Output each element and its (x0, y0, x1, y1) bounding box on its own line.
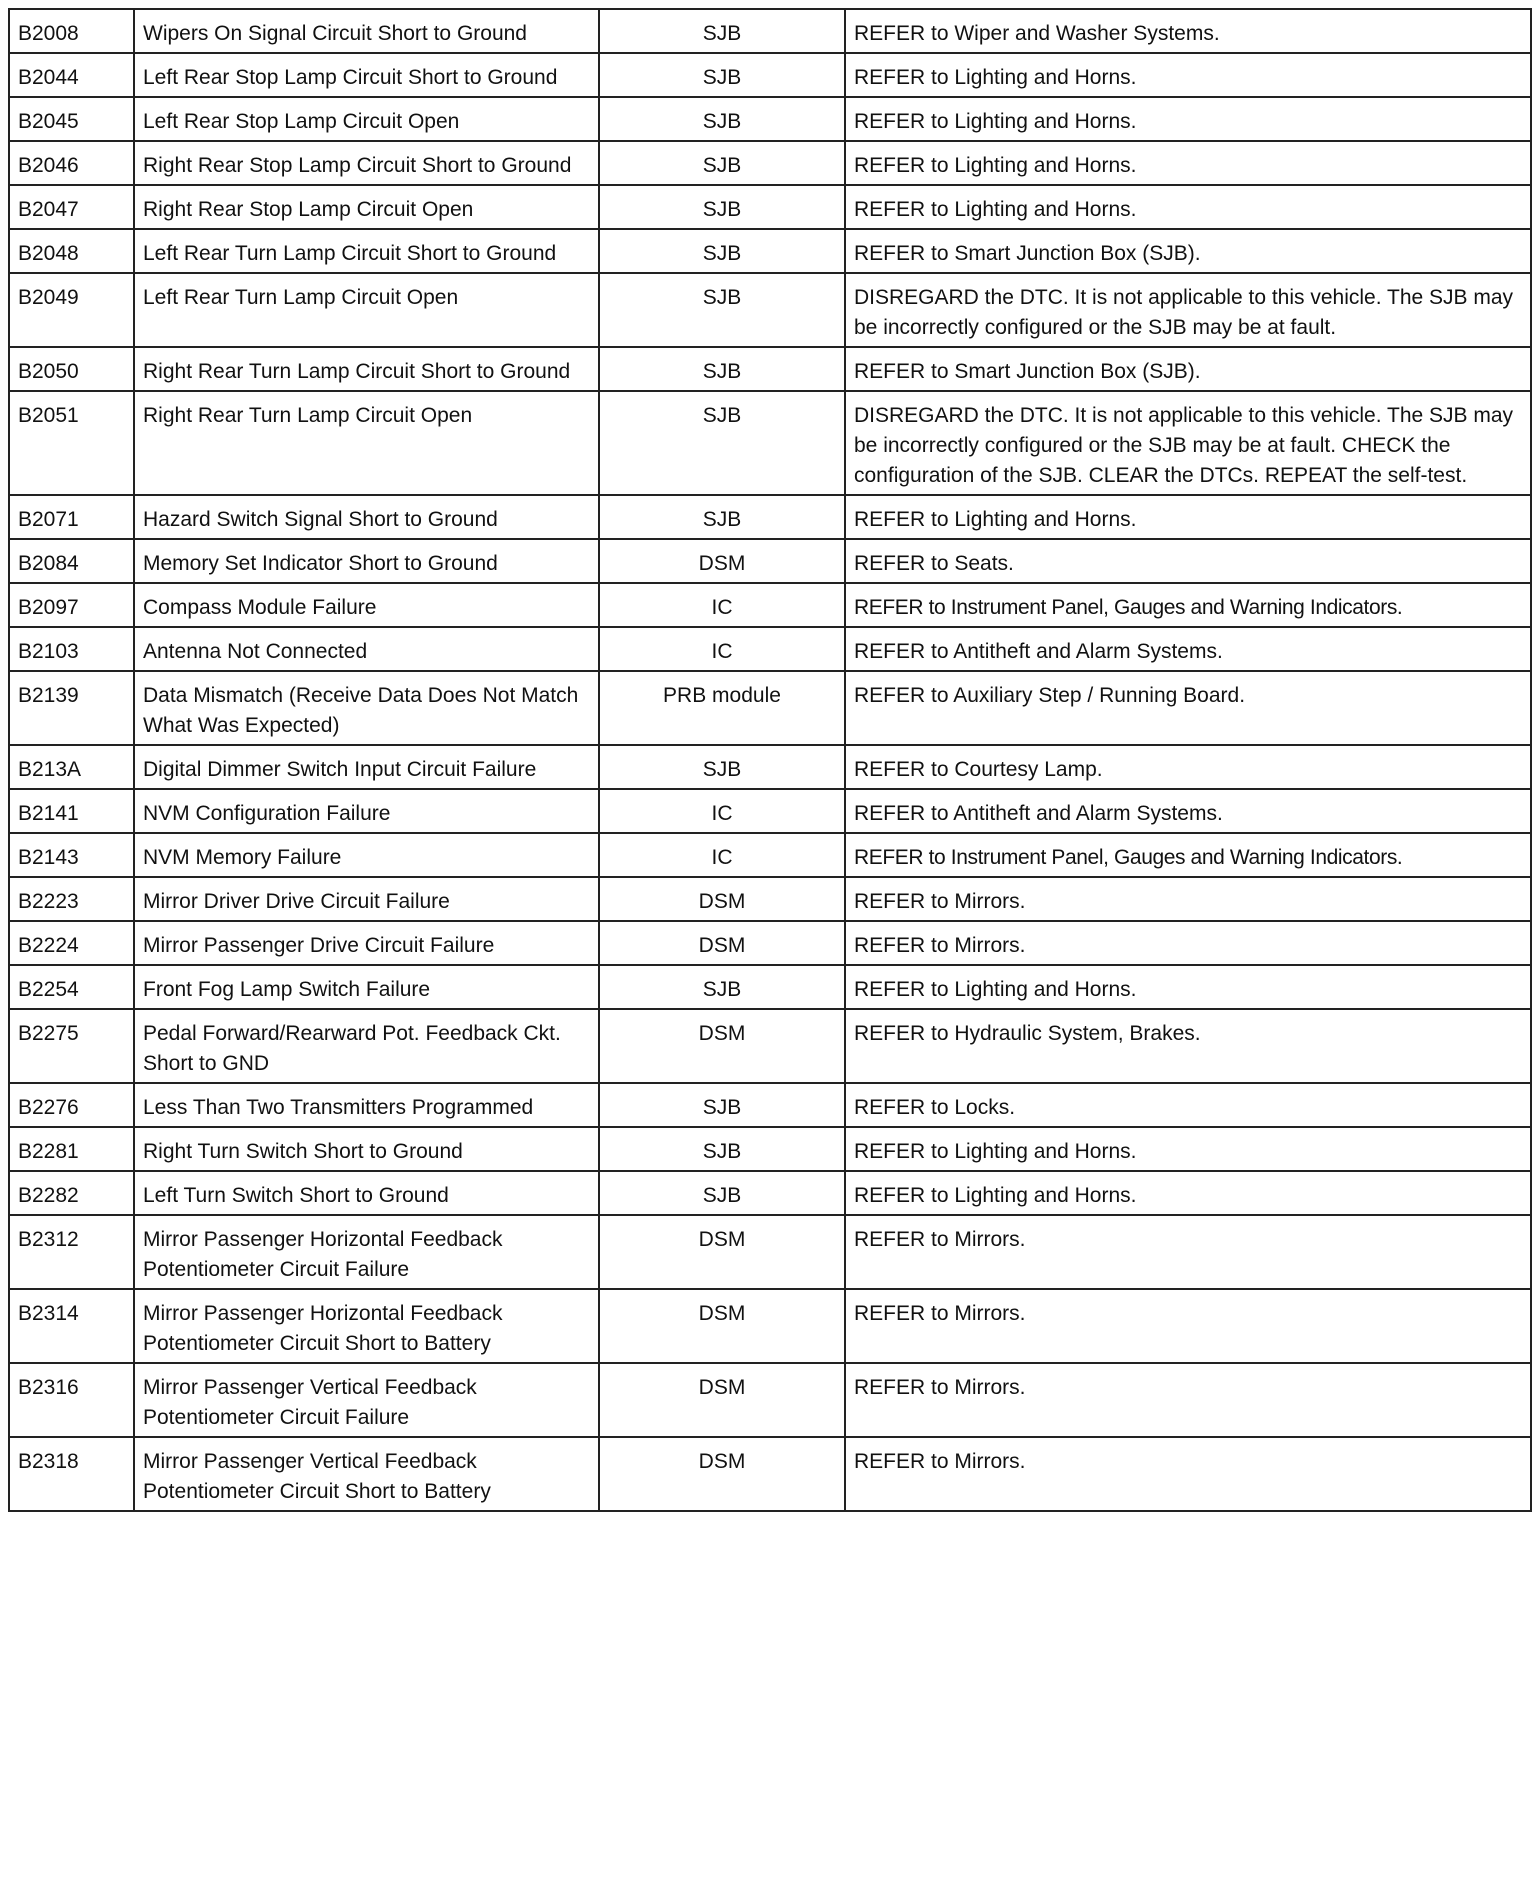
dtc-description: Left Rear Stop Lamp Circuit Open (134, 97, 599, 141)
dtc-description: Left Rear Stop Lamp Circuit Short to Ground (134, 53, 599, 97)
dtc-action: DISREGARD the DTC. It is not applicable to this vehicle. The SJB may be incorrectly configured or the SJB may be at fault. (845, 273, 1531, 347)
dtc-module: SJB (599, 53, 845, 97)
dtc-module: IC (599, 833, 845, 877)
dtc-description: Less Than Two Transmitters Programmed (134, 1083, 599, 1127)
dtc-action: REFER to Hydraulic System, Brakes. (845, 1009, 1531, 1083)
dtc-code: B2281 (9, 1127, 134, 1171)
dtc-action: REFER to Seats. (845, 539, 1531, 583)
dtc-action: REFER to Lighting and Horns. (845, 1171, 1531, 1215)
dtc-code: B2097 (9, 583, 134, 627)
dtc-code: B2044 (9, 53, 134, 97)
dtc-module: DSM (599, 1009, 845, 1083)
table-row (9, 495, 1531, 539)
table-row (9, 921, 1531, 965)
dtc-module: PRB module (599, 671, 845, 745)
dtc-description: Digital Dimmer Switch Input Circuit Failure (134, 745, 599, 789)
table-row (9, 53, 1531, 97)
dtc-code: B2318 (9, 1437, 134, 1511)
dtc-code: B2045 (9, 97, 134, 141)
dtc-code: B2049 (9, 273, 134, 347)
dtc-description: Compass Module Failure (134, 583, 599, 627)
table-row (9, 965, 1531, 1009)
dtc-description: Wipers On Signal Circuit Short to Ground (134, 9, 599, 53)
dtc-description: Mirror Passenger Horizontal Feedback Potentiometer Circuit Failure (134, 1215, 599, 1289)
dtc-module: DSM (599, 877, 845, 921)
dtc-table (8, 8, 1532, 1512)
dtc-description: Left Rear Turn Lamp Circuit Short to Ground (134, 229, 599, 273)
dtc-module: SJB (599, 273, 845, 347)
dtc-description: Mirror Passenger Vertical Feedback Potentiometer Circuit Short to Battery (134, 1437, 599, 1511)
table-row (9, 627, 1531, 671)
table-row (9, 229, 1531, 273)
dtc-description: Data Mismatch (Receive Data Does Not Match What Was Expected) (134, 671, 599, 745)
dtc-description: Hazard Switch Signal Short to Ground (134, 495, 599, 539)
dtc-description: Mirror Passenger Drive Circuit Failure (134, 921, 599, 965)
table-row (9, 789, 1531, 833)
dtc-module: DSM (599, 1437, 845, 1511)
dtc-description: Left Turn Switch Short to Ground (134, 1171, 599, 1215)
dtc-description: Memory Set Indicator Short to Ground (134, 539, 599, 583)
table-row (9, 1289, 1531, 1363)
dtc-code: B2224 (9, 921, 134, 965)
dtc-module: SJB (599, 745, 845, 789)
dtc-code: B2071 (9, 495, 134, 539)
dtc-code: B2254 (9, 965, 134, 1009)
dtc-module: DSM (599, 1363, 845, 1437)
table-row (9, 1009, 1531, 1083)
dtc-module: IC (599, 627, 845, 671)
dtc-description: Mirror Passenger Vertical Feedback Potentiometer Circuit Failure (134, 1363, 599, 1437)
dtc-action: REFER to Lighting and Horns. (845, 965, 1531, 1009)
table-row (9, 1127, 1531, 1171)
dtc-action: REFER to Mirrors. (845, 877, 1531, 921)
dtc-description: Front Fog Lamp Switch Failure (134, 965, 599, 1009)
dtc-description: Left Rear Turn Lamp Circuit Open (134, 273, 599, 347)
table-row (9, 391, 1531, 495)
dtc-code: B2139 (9, 671, 134, 745)
dtc-description: Right Rear Stop Lamp Circuit Open (134, 185, 599, 229)
dtc-module: SJB (599, 1171, 845, 1215)
dtc-code: B2141 (9, 789, 134, 833)
dtc-action: REFER to Wiper and Washer Systems. (845, 9, 1531, 53)
dtc-code: B2282 (9, 1171, 134, 1215)
dtc-code: B2048 (9, 229, 134, 273)
dtc-code: B2143 (9, 833, 134, 877)
dtc-code: B2276 (9, 1083, 134, 1127)
dtc-action: REFER to Mirrors. (845, 921, 1531, 965)
dtc-code: B2275 (9, 1009, 134, 1083)
dtc-action: REFER to Antitheft and Alarm Systems. (845, 627, 1531, 671)
dtc-module: SJB (599, 965, 845, 1009)
dtc-description: Right Rear Turn Lamp Circuit Short to Ground (134, 347, 599, 391)
dtc-action: DISREGARD the DTC. It is not applicable to this vehicle. The SJB may be incorrectly configured or the SJB may be at fault. CHECK the configuration of the SJB. CLEAR the DTCs. REPEAT the self-test. (845, 391, 1531, 495)
dtc-description: NVM Configuration Failure (134, 789, 599, 833)
dtc-description: Right Rear Stop Lamp Circuit Short to Ground (134, 141, 599, 185)
dtc-description: Antenna Not Connected (134, 627, 599, 671)
table-row (9, 877, 1531, 921)
dtc-module: DSM (599, 921, 845, 965)
dtc-module: SJB (599, 141, 845, 185)
dtc-action: REFER to Courtesy Lamp. (845, 745, 1531, 789)
dtc-action: REFER to Antitheft and Alarm Systems. (845, 789, 1531, 833)
dtc-module: SJB (599, 9, 845, 53)
dtc-description: Pedal Forward/Rearward Pot. Feedback Ckt. Short to GND (134, 1009, 599, 1083)
dtc-module: SJB (599, 185, 845, 229)
dtc-action: REFER to Auxiliary Step / Running Board. (845, 671, 1531, 745)
table-row (9, 97, 1531, 141)
dtc-description: Right Turn Switch Short to Ground (134, 1127, 599, 1171)
dtc-action: REFER to Mirrors. (845, 1363, 1531, 1437)
table-row (9, 745, 1531, 789)
dtc-action: REFER to Locks. (845, 1083, 1531, 1127)
dtc-action: REFER to Mirrors. (845, 1289, 1531, 1363)
dtc-description: Right Rear Turn Lamp Circuit Open (134, 391, 599, 495)
dtc-code: B2103 (9, 627, 134, 671)
dtc-action: REFER to Lighting and Horns. (845, 185, 1531, 229)
dtc-code: B213A (9, 745, 134, 789)
dtc-code: B2312 (9, 1215, 134, 1289)
dtc-code: B2316 (9, 1363, 134, 1437)
dtc-module: SJB (599, 347, 845, 391)
dtc-action: REFER to Lighting and Horns. (845, 495, 1531, 539)
dtc-description: NVM Memory Failure (134, 833, 599, 877)
dtc-code: B2008 (9, 9, 134, 53)
dtc-description: Mirror Passenger Horizontal Feedback Potentiometer Circuit Short to Battery (134, 1289, 599, 1363)
table-row (9, 539, 1531, 583)
table-row (9, 833, 1531, 877)
dtc-code: B2050 (9, 347, 134, 391)
dtc-action: REFER to Smart Junction Box (SJB). (845, 229, 1531, 273)
table-row (9, 1363, 1531, 1437)
dtc-module: IC (599, 583, 845, 627)
table-row (9, 1083, 1531, 1127)
dtc-module: DSM (599, 1289, 845, 1363)
dtc-module: SJB (599, 1127, 845, 1171)
dtc-action: REFER to Instrument Panel, Gauges and Warning Indicators. (845, 583, 1531, 627)
table-row (9, 1171, 1531, 1215)
dtc-module: IC (599, 789, 845, 833)
dtc-action: REFER to Smart Junction Box (SJB). (845, 347, 1531, 391)
table-row (9, 1215, 1531, 1289)
dtc-module: DSM (599, 539, 845, 583)
dtc-action: REFER to Instrument Panel, Gauges and Warning Indicators. (845, 833, 1531, 877)
dtc-action: REFER to Mirrors. (845, 1215, 1531, 1289)
dtc-code: B2084 (9, 539, 134, 583)
dtc-table-body (9, 9, 1531, 1511)
dtc-module: SJB (599, 1083, 845, 1127)
table-row (9, 1437, 1531, 1511)
table-row (9, 9, 1531, 53)
dtc-description: Mirror Driver Drive Circuit Failure (134, 877, 599, 921)
dtc-module: SJB (599, 229, 845, 273)
table-row (9, 141, 1531, 185)
table-row (9, 347, 1531, 391)
dtc-action: REFER to Lighting and Horns. (845, 141, 1531, 185)
dtc-module: SJB (599, 495, 845, 539)
dtc-code: B2047 (9, 185, 134, 229)
dtc-action: REFER to Mirrors. (845, 1437, 1531, 1511)
dtc-module: DSM (599, 1215, 845, 1289)
dtc-action: REFER to Lighting and Horns. (845, 53, 1531, 97)
dtc-action: REFER to Lighting and Horns. (845, 97, 1531, 141)
dtc-code: B2223 (9, 877, 134, 921)
table-row (9, 671, 1531, 745)
dtc-code: B2051 (9, 391, 134, 495)
dtc-action: REFER to Lighting and Horns. (845, 1127, 1531, 1171)
dtc-code: B2046 (9, 141, 134, 185)
table-row (9, 185, 1531, 229)
dtc-module: SJB (599, 391, 845, 495)
dtc-code: B2314 (9, 1289, 134, 1363)
table-row (9, 583, 1531, 627)
table-row (9, 273, 1531, 347)
dtc-module: SJB (599, 97, 845, 141)
